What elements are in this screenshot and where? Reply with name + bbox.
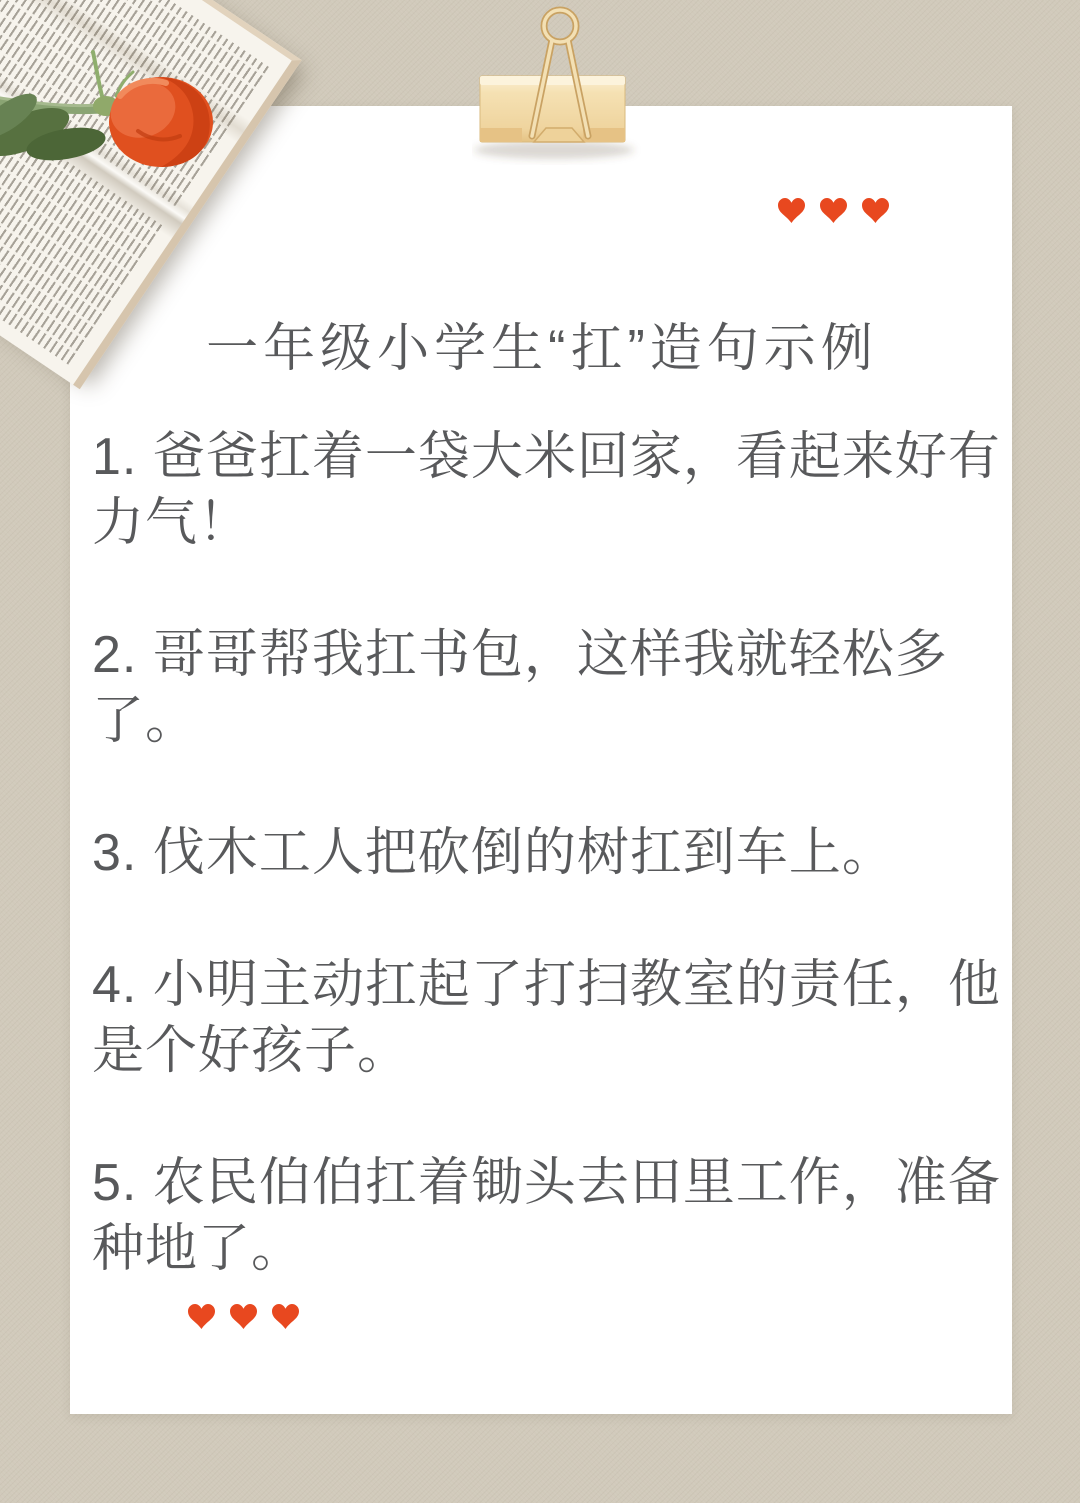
rose-icon (0, 36, 270, 266)
heart-icon (188, 1304, 215, 1329)
rose-sepal (93, 52, 102, 96)
sentence-item: 5. 农民伯伯扛着锄头去田里工作，准备种地了。 (92, 1154, 1001, 1278)
rose-leaves (0, 86, 108, 166)
sentence-item: 1. 爸爸扛着一袋大米回家，看起来好有力气！ (92, 428, 1001, 552)
sentence-item: 4. 小明主动扛起了打扫教室的责任，他是个好孩子。 (92, 956, 1001, 1080)
paper-card (70, 106, 1012, 1414)
heart-icon (230, 1304, 257, 1329)
hearts-bottom-decoration (188, 1304, 299, 1329)
clip-body (480, 76, 625, 142)
sentence-item: 3. 伐木工人把砍倒的树扛到车上。 (92, 824, 895, 882)
heart-icon (272, 1304, 299, 1329)
heart-icon (820, 198, 847, 223)
hearts-top-decoration (778, 198, 889, 223)
sentence-list (92, 424, 1014, 1348)
heart-icon (862, 198, 889, 223)
sentence-item: 2. 哥哥帮我扛书包，这样我就轻松多了。 (92, 626, 948, 750)
clip-shadow (474, 141, 634, 159)
binder-clip-icon (472, 0, 652, 165)
heart-icon (778, 198, 805, 223)
page-title: 一年级小学生“扛”造句示例 (206, 320, 878, 378)
